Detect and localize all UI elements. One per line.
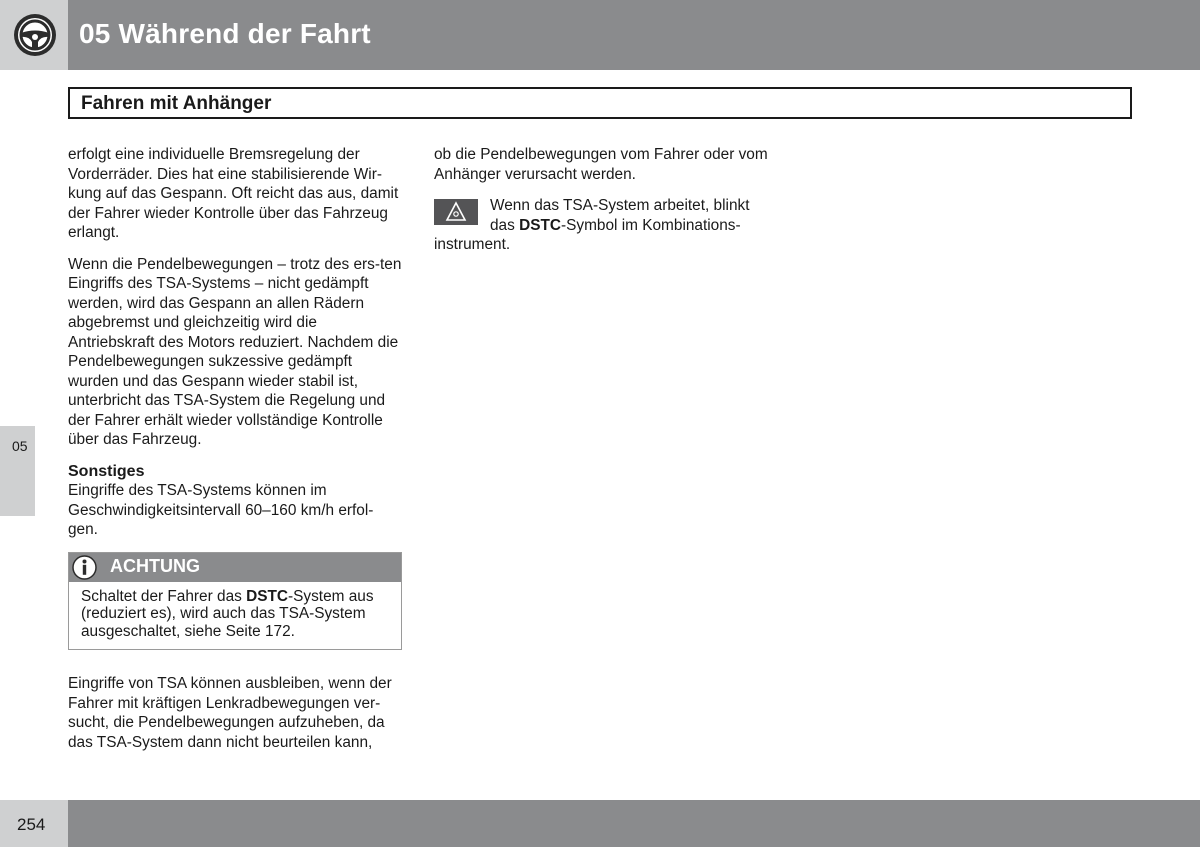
paragraph: Eingriffe des TSA-Systems können im Geschwindigkeitsintervall 60–160 km/h erfol-gen.: [68, 482, 374, 538]
chapter-title: 05 Während der Fahrt: [79, 18, 371, 49]
steering-wheel-icon: [12, 12, 58, 58]
page-number-box: [0, 800, 68, 847]
warning-box: [68, 552, 402, 651]
section-title: Fahren mit Anhänger: [81, 93, 272, 114]
paragraph: erfolgt eine individuelle Bremsregelung der Vorderräder. Dies hat eine stabilisierende Wir-kung auf das Gespann. Oft reicht das aus, damit der Fahrer wieder Kontrolle über das Fahrzeug erlangt.: [68, 146, 399, 241]
paragraph: ob die Pendelbewegungen vom Fahrer oder vom Anhänger verursacht werden.: [434, 146, 768, 183]
warning-header: [69, 553, 401, 582]
chapter-side-tab: [0, 426, 35, 516]
section-heading-box: [68, 87, 1132, 119]
warning-label: ACHTUNG: [110, 555, 200, 576]
page-footer: [0, 800, 1200, 847]
info-icon: [72, 555, 97, 580]
text-column-left: [68, 145, 402, 764]
paragraph-part: Wenn das TSA-System arbeitet, blinkt das: [490, 197, 750, 234]
symbol-paragraph: [434, 196, 769, 255]
paragraph: Wenn die Pendelbewegungen – trotz des ers-ten Eingriffs des TSA-Systems – nicht gedämpft werden, wird das Gespann an allen Rädern abgebremst und gleichzeitig wird die Antriebskraft des Motors reduziert. Nachdem die Pendelbewegungen sukzessive gedämpft wurden und das Gespann wieder stabil ist, unterbricht das TSA-System die Regelung und der Fahrer erhält wieder vollständige Kontrolle über das Fahrzeug.: [68, 255, 402, 448]
side-tab-label: 05: [12, 438, 28, 454]
paragraph-part: -Symbol im Kombinations-instrument.: [434, 216, 741, 253]
paragraph-bold: DSTC: [519, 216, 561, 234]
warning-text-part: -System aus (reduziert es), wird auch das TSA-System ausgeschaltet, siehe Seite 172.: [81, 587, 374, 640]
dstc-warning-icon: [434, 199, 478, 225]
subheading: Sonstiges: [68, 462, 145, 480]
chapter-icon-box: [0, 0, 68, 70]
text-column-right: [434, 145, 769, 255]
warning-text-bold: DSTC: [246, 587, 289, 605]
page-number: 254: [17, 815, 46, 834]
warning-text: [69, 582, 401, 650]
warning-text-part: Schaltet der Fahrer das: [81, 587, 247, 605]
paragraph: Eingriffe von TSA können ausbleiben, wenn der Fahrer mit kräftigen Lenkradbewegungen ver-sucht, die Pendelbewegungen aufzuheben, da das TSA-System dann nicht beurteilen kann,: [68, 675, 392, 751]
